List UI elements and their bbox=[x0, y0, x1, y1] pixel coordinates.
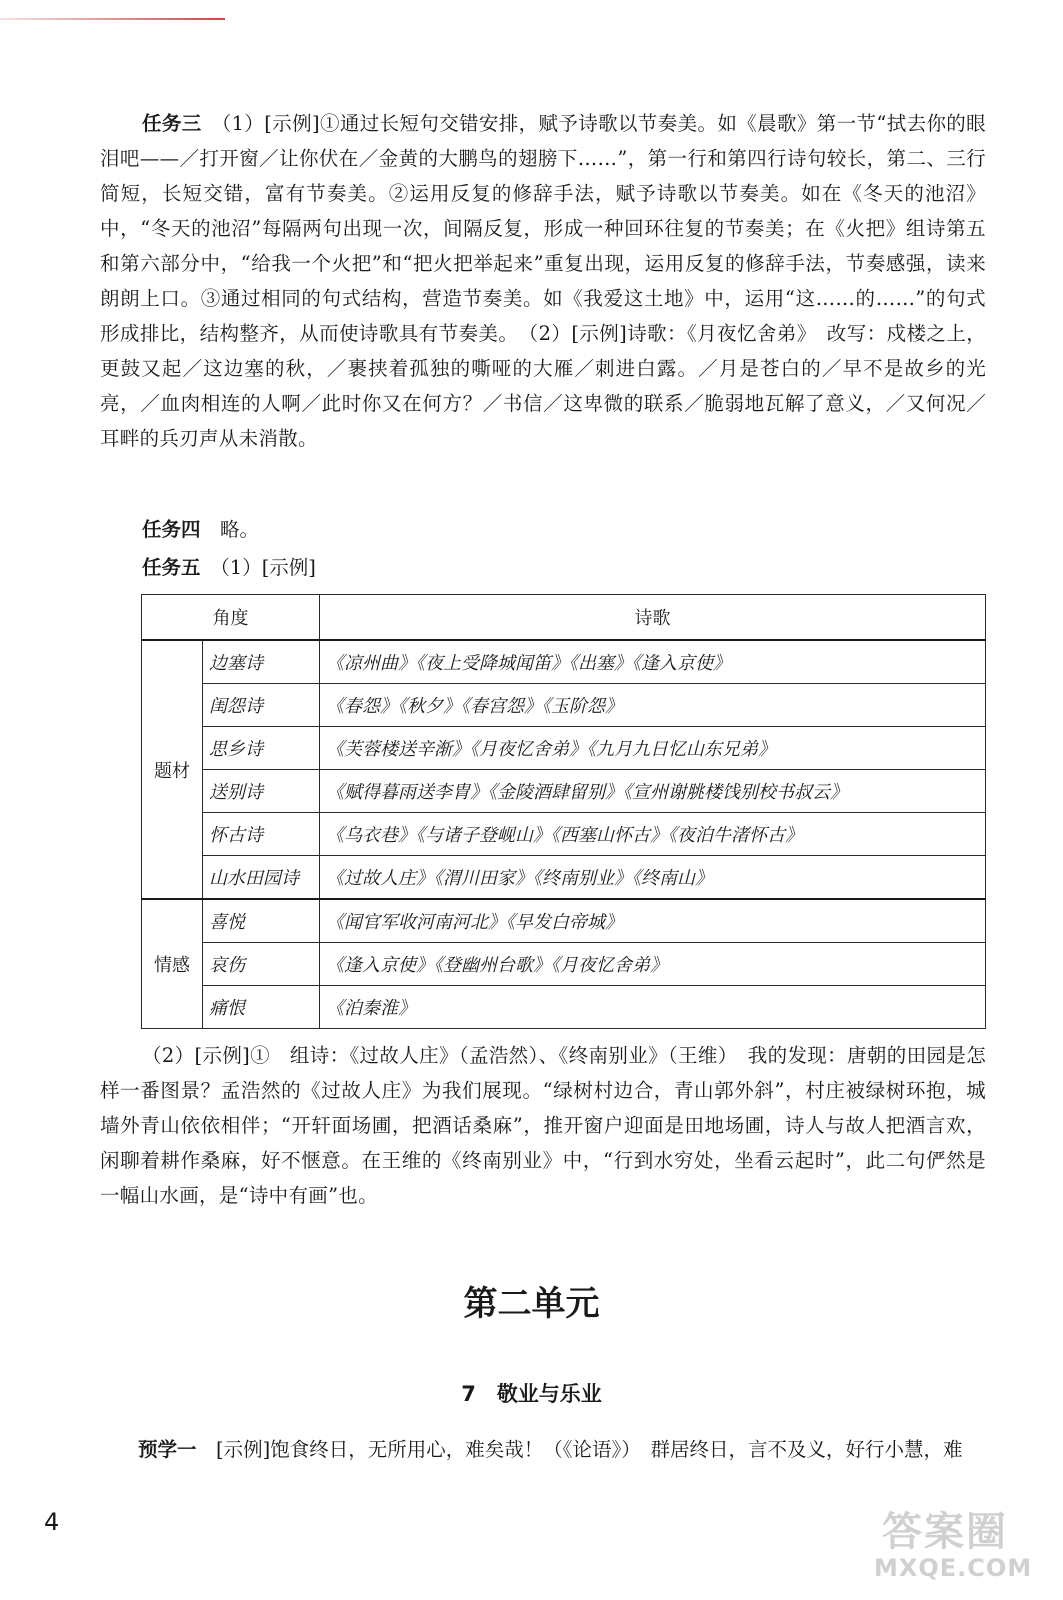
table-row bbox=[142, 770, 986, 813]
task4-label: 任务四 bbox=[142, 518, 201, 541]
poem-classification-table bbox=[141, 594, 986, 1029]
task3-label: 任务三 bbox=[142, 112, 202, 135]
table-row bbox=[142, 640, 986, 684]
task5-text: （1）[示例] bbox=[220, 556, 316, 579]
table-row bbox=[142, 899, 986, 943]
row-angle: 痛恨 bbox=[203, 986, 320, 1029]
preview1-label: 预学一 bbox=[138, 1438, 197, 1461]
lesson-number: 7 bbox=[461, 1382, 476, 1406]
row-poems: 《芙蓉楼送辛渐》《月夜忆舍弟》《九月九日忆山东兄弟》 bbox=[320, 727, 986, 770]
group-theme: 题材 bbox=[142, 640, 203, 899]
header-accent-line bbox=[0, 18, 225, 20]
table-row bbox=[142, 727, 986, 770]
task4-text: 略。 bbox=[220, 518, 260, 541]
row-poems: 《春怨》《秋夕》《春宫怨》《玉阶怨》 bbox=[320, 684, 986, 727]
row-poems: 《闻官军收河南河北》《早发白帝城》 bbox=[320, 899, 986, 943]
watermark-logo-text: 答案圈 bbox=[882, 1509, 1008, 1555]
task5-line bbox=[142, 550, 316, 585]
task5-part2-paragraph: （2）[示例]① 组诗：《过故人庄》（孟浩然）、《终南别业》（王维） 我的发现：唐朝的田园是怎样一番图景？孟浩然的《过故人庄》为我们展现。“绿树村边合，青山郭外斜”，村庄被绿树环抱，城墙外青山依依相伴；“开轩面场圃，把酒话桑麻”，推开窗户迎面是田地场圃，诗人与故人把酒言欢，闲聊着耕作桑麻，好不惬意。在王维的《终南别业》中，“行到水穷处，坐看云起时”，此二句俨然是一幅山水画，是“诗中有画”也。 bbox=[100, 1044, 986, 1207]
row-angle: 思乡诗 bbox=[203, 727, 320, 770]
row-angle: 送别诗 bbox=[203, 770, 320, 813]
lesson-title bbox=[0, 1378, 1063, 1408]
row-angle: 怀古诗 bbox=[203, 813, 320, 856]
row-angle: 哀伤 bbox=[203, 943, 320, 986]
task3-paragraph bbox=[100, 106, 986, 456]
table-row bbox=[142, 684, 986, 727]
row-angle: 喜悦 bbox=[203, 899, 320, 943]
table-header-row bbox=[142, 595, 986, 641]
row-angle: 边塞诗 bbox=[203, 640, 320, 684]
header-poems: 诗歌 bbox=[320, 595, 986, 641]
preview1-text: [示例]饱食终日，无所用心，难矣哉！（《论语》） 群居终日，言不及义，好行小慧，难 bbox=[216, 1438, 963, 1461]
group-emotion: 情感 bbox=[142, 899, 203, 1029]
table-row bbox=[142, 986, 986, 1029]
row-poems: 《过故人庄》《渭川田家》《终南别业》《终南山》 bbox=[320, 856, 986, 900]
row-poems: 《凉州曲》《夜上受降城闻笛》《出塞》《逢入京使》 bbox=[320, 640, 986, 684]
row-poems: 《逢入京使》《登幽州台歌》《月夜忆舍弟》 bbox=[320, 943, 986, 986]
task5-label: 任务五 bbox=[142, 556, 201, 579]
table-row bbox=[142, 856, 986, 900]
page-number: 4 bbox=[44, 1508, 60, 1536]
watermark-url: MXQE.COM bbox=[874, 1554, 1033, 1582]
preview1-line bbox=[138, 1432, 986, 1467]
row-poems: 《乌衣巷》《与诸子登岘山》《西塞山怀古》《夜泊牛渚怀古》 bbox=[320, 813, 986, 856]
table-row bbox=[142, 813, 986, 856]
row-poems: 《泊秦淮》 bbox=[320, 986, 986, 1029]
table-row bbox=[142, 943, 986, 986]
row-poems: 《赋得暮雨送李胄》《金陵酒肆留别》《宣州谢脁楼饯别校书叔云》 bbox=[320, 770, 986, 813]
lesson-name: 敬业与乐业 bbox=[496, 1382, 602, 1406]
unit-title: 第二单元 bbox=[463, 1284, 600, 1324]
site-watermark bbox=[872, 1500, 1052, 1590]
row-angle: 山水田园诗 bbox=[203, 856, 320, 900]
header-angle: 角度 bbox=[142, 595, 320, 641]
task3-text: （1）[示例]①通过长短句交错安排，赋予诗歌以节奏美。如《晨歌》第一节“拭去你的眼泪吧——／打开窗／让你伏在／金黄的大鹏鸟的翅膀下……”，第一行和第四行诗句较长，第二、三行简短，长短交错，富有节奏美。②运用反复的修辞手法，赋予诗歌以节奏美。如在《冬天的池沼》中，“冬天的池沼”每隔两句出现一次，间隔反复，形成一种回环往复的节奏美；在《火把》组诗第五和第六部分中，“给我一个火把”和“把火把举起来”重复出现，运用反复的修辞手法，节奏感强，读来朗朗上口。③通过相同的句式结构，营造节奏美。如《我爱这土地》中，运用“这……的……”的句式形成排比，结构整齐，从而使诗歌具有节奏美。 （2）[示例]诗歌：《月夜忆舍弟》 改写：戍楼之上，更鼓又起／这边塞的秋，／裹挟着孤独的嘶哑的大雁／刺进白露。／月是苍白的／早不是故乡的光亮，／血肉相连的人啊／此时你又在何方？／书信／这卑微的联系／脆弱地瓦解了意义，／又何况／耳畔的兵刃声从未消散。 bbox=[100, 112, 986, 450]
task4-line bbox=[142, 512, 259, 547]
row-angle: 闺怨诗 bbox=[203, 684, 320, 727]
